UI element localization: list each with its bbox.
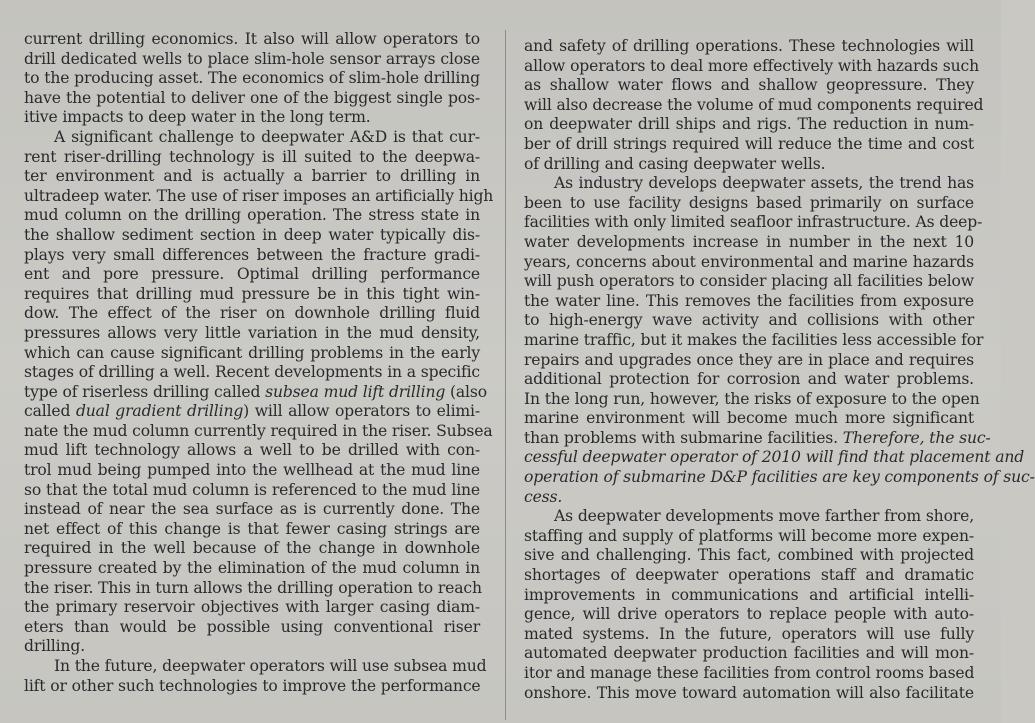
italic-text-run: operation of submarine D&P facilities are key components of suc-	[524, 468, 1035, 487]
text-line: the primary reservoir objectives with larger casing diam-	[24, 598, 480, 617]
text-line: itor and manage these facilities from control rooms based	[524, 664, 975, 682]
text-line: plays very small differences between the fracture gradi-	[24, 245, 480, 264]
text-line: As industry develops deepwater assets, the trend has	[554, 174, 974, 193]
text-line: net effect of this change is that fewer casing strings are	[24, 519, 480, 538]
text-line: required in the well because of the change in downhole	[24, 539, 480, 558]
text-line	[24, 402, 480, 422]
text-line: to the producing asset. The economics of slim-hole drilling	[24, 69, 480, 88]
italic-text-run: Therefore, the suc-	[842, 428, 991, 447]
text-line: as shallow water flows and shallow geopressure. They	[524, 76, 974, 95]
text-line: on deepwater drill ships and rigs. The reduction in num-	[524, 115, 974, 134]
text-line: so that the total mud column is referenced to the mud line	[24, 480, 480, 499]
text-line: instead of near the sea surface as is currently done. The	[24, 500, 480, 519]
text-line: In the long run, however, the risks of exposure to the open	[524, 389, 980, 408]
text-line: onshore. This move toward automation will also facilitate	[524, 683, 974, 702]
text-line: mated systems. In the future, operators will use fully	[524, 624, 974, 643]
text-line	[524, 488, 974, 508]
text-line: allow operators to deal more effectively with hazards such	[524, 56, 980, 75]
text-line	[524, 448, 1025, 468]
text-line: mud lift technology allows a well to be drilled with con-	[24, 441, 480, 460]
text-run: (also	[445, 382, 487, 401]
text-run: ) will allow operators to elimi-	[243, 402, 481, 421]
text-line: the riser. This in turn allows the drilling operation to reach	[24, 578, 482, 597]
text-line	[24, 382, 487, 403]
text-run: than problems with submarine facilities.	[524, 428, 843, 447]
text-line: ber of drill strings required will reduce the time and cost	[524, 134, 974, 153]
text-line: and safety of drilling operations. These technologies will	[524, 37, 974, 55]
text-line: dow. The effect of the riser on downhole drilling fluid	[24, 304, 480, 323]
text-line: which can cause significant drilling problems in the early	[24, 343, 480, 362]
text-line: current drilling economics. It also will allow operators to	[24, 30, 480, 48]
text-line: ent and pore pressure. Optimal drilling performance	[24, 265, 480, 284]
text-line: pressures allows very little variation in the mud density,	[24, 323, 480, 342]
text-line: shortages of deepwater operations staff and dramatic	[524, 566, 974, 585]
text-line: staffing and supply of platforms will become more expen-	[524, 526, 974, 545]
text-line: eters than would be possible using conventional riser	[24, 617, 480, 636]
text-line: mud column on the drilling operation. The stress state in	[24, 206, 480, 225]
italic-text-run: cess.	[524, 487, 563, 506]
text-line: automated deepwater production facilities and will mon-	[524, 644, 974, 663]
italic-text-run: cessful deepwater operator of 2010 will find that placement and	[524, 448, 1025, 467]
text-line: the water line. This removes the facilities from exposure	[524, 291, 974, 310]
text-line	[524, 428, 991, 449]
text-line: drilling.	[24, 637, 86, 656]
left-column	[24, 30, 494, 696]
text-line: marine traffic, but it makes the facilities less accessible for	[524, 330, 984, 349]
text-line: years, concerns about environmental and marine hazards	[524, 252, 974, 271]
column-divider	[505, 30, 506, 720]
text-line: itive impacts to deep water in the long term.	[24, 108, 371, 127]
text-line: In the future, deepwater operators will use subsea mud	[54, 657, 487, 675]
text-line: trol mud being pumped into the wellhead at the mud line	[24, 461, 480, 480]
text-run: called	[24, 402, 76, 421]
text-line	[524, 468, 1035, 488]
text-line: stages of drilling a well. Recent developments in a specific	[24, 363, 480, 382]
text-line: lift or other such technologies to improve the performance	[24, 676, 481, 695]
right-column	[524, 37, 1035, 703]
text-line: requires that drilling mud pressure be in this tight win-	[24, 284, 480, 303]
text-line: additional protection for corrosion and water problems.	[524, 370, 974, 389]
text-line: A significant challenge to deepwater A&D is that cur-	[54, 127, 480, 146]
text-line: drill dedicated wells to place slim-hole sensor arrays close	[24, 49, 480, 68]
text-line: of drilling and casing deepwater wells.	[524, 154, 826, 173]
text-line: have the potential to deliver one of the biggest single pos-	[24, 88, 480, 107]
text-line: gence, will drive operators to replace people with auto-	[524, 605, 974, 624]
text-line: repairs and upgrades once they are in place and requires	[524, 350, 974, 369]
text-line: will also decrease the volume of mud components required	[524, 95, 984, 114]
italic-text-run: subsea mud lift drilling	[265, 382, 446, 401]
text-line: ultradeep water. The use of riser imposes an artificially high	[24, 186, 494, 205]
text-line: improvements in communications and artificial intelli-	[524, 585, 974, 604]
text-line: nate the mud column currently required in the riser. Subsea	[24, 421, 493, 440]
text-line: marine environment will become much more significant	[524, 409, 974, 428]
text-run: type of riserless drilling called	[24, 382, 266, 401]
text-line: been to use facility designs based primarily on surface	[524, 193, 974, 212]
text-line: pressure created by the elimination of the mud column in	[24, 559, 480, 578]
text-line: ter environment and is actually a barrier to drilling in	[24, 167, 480, 186]
text-line: the shallow sediment section in deep water typically dis-	[24, 225, 480, 244]
text-line: to high-energy wave activity and collisions with other	[524, 311, 974, 330]
text-line: water developments increase in number in the next 10	[524, 232, 974, 251]
italic-text-run: dual gradient drilling	[75, 402, 244, 421]
text-line: rent riser-drilling technology is ill suited to the deepwa-	[24, 147, 480, 166]
text-line: sive and challenging. This fact, combined with projected	[524, 546, 974, 565]
text-line: facilities with only limited seafloor infrastructure. As deep-	[524, 213, 983, 232]
text-line: As deepwater developments move farther from shore,	[554, 507, 974, 526]
text-line: will push operators to consider placing all facilities below	[524, 272, 974, 291]
